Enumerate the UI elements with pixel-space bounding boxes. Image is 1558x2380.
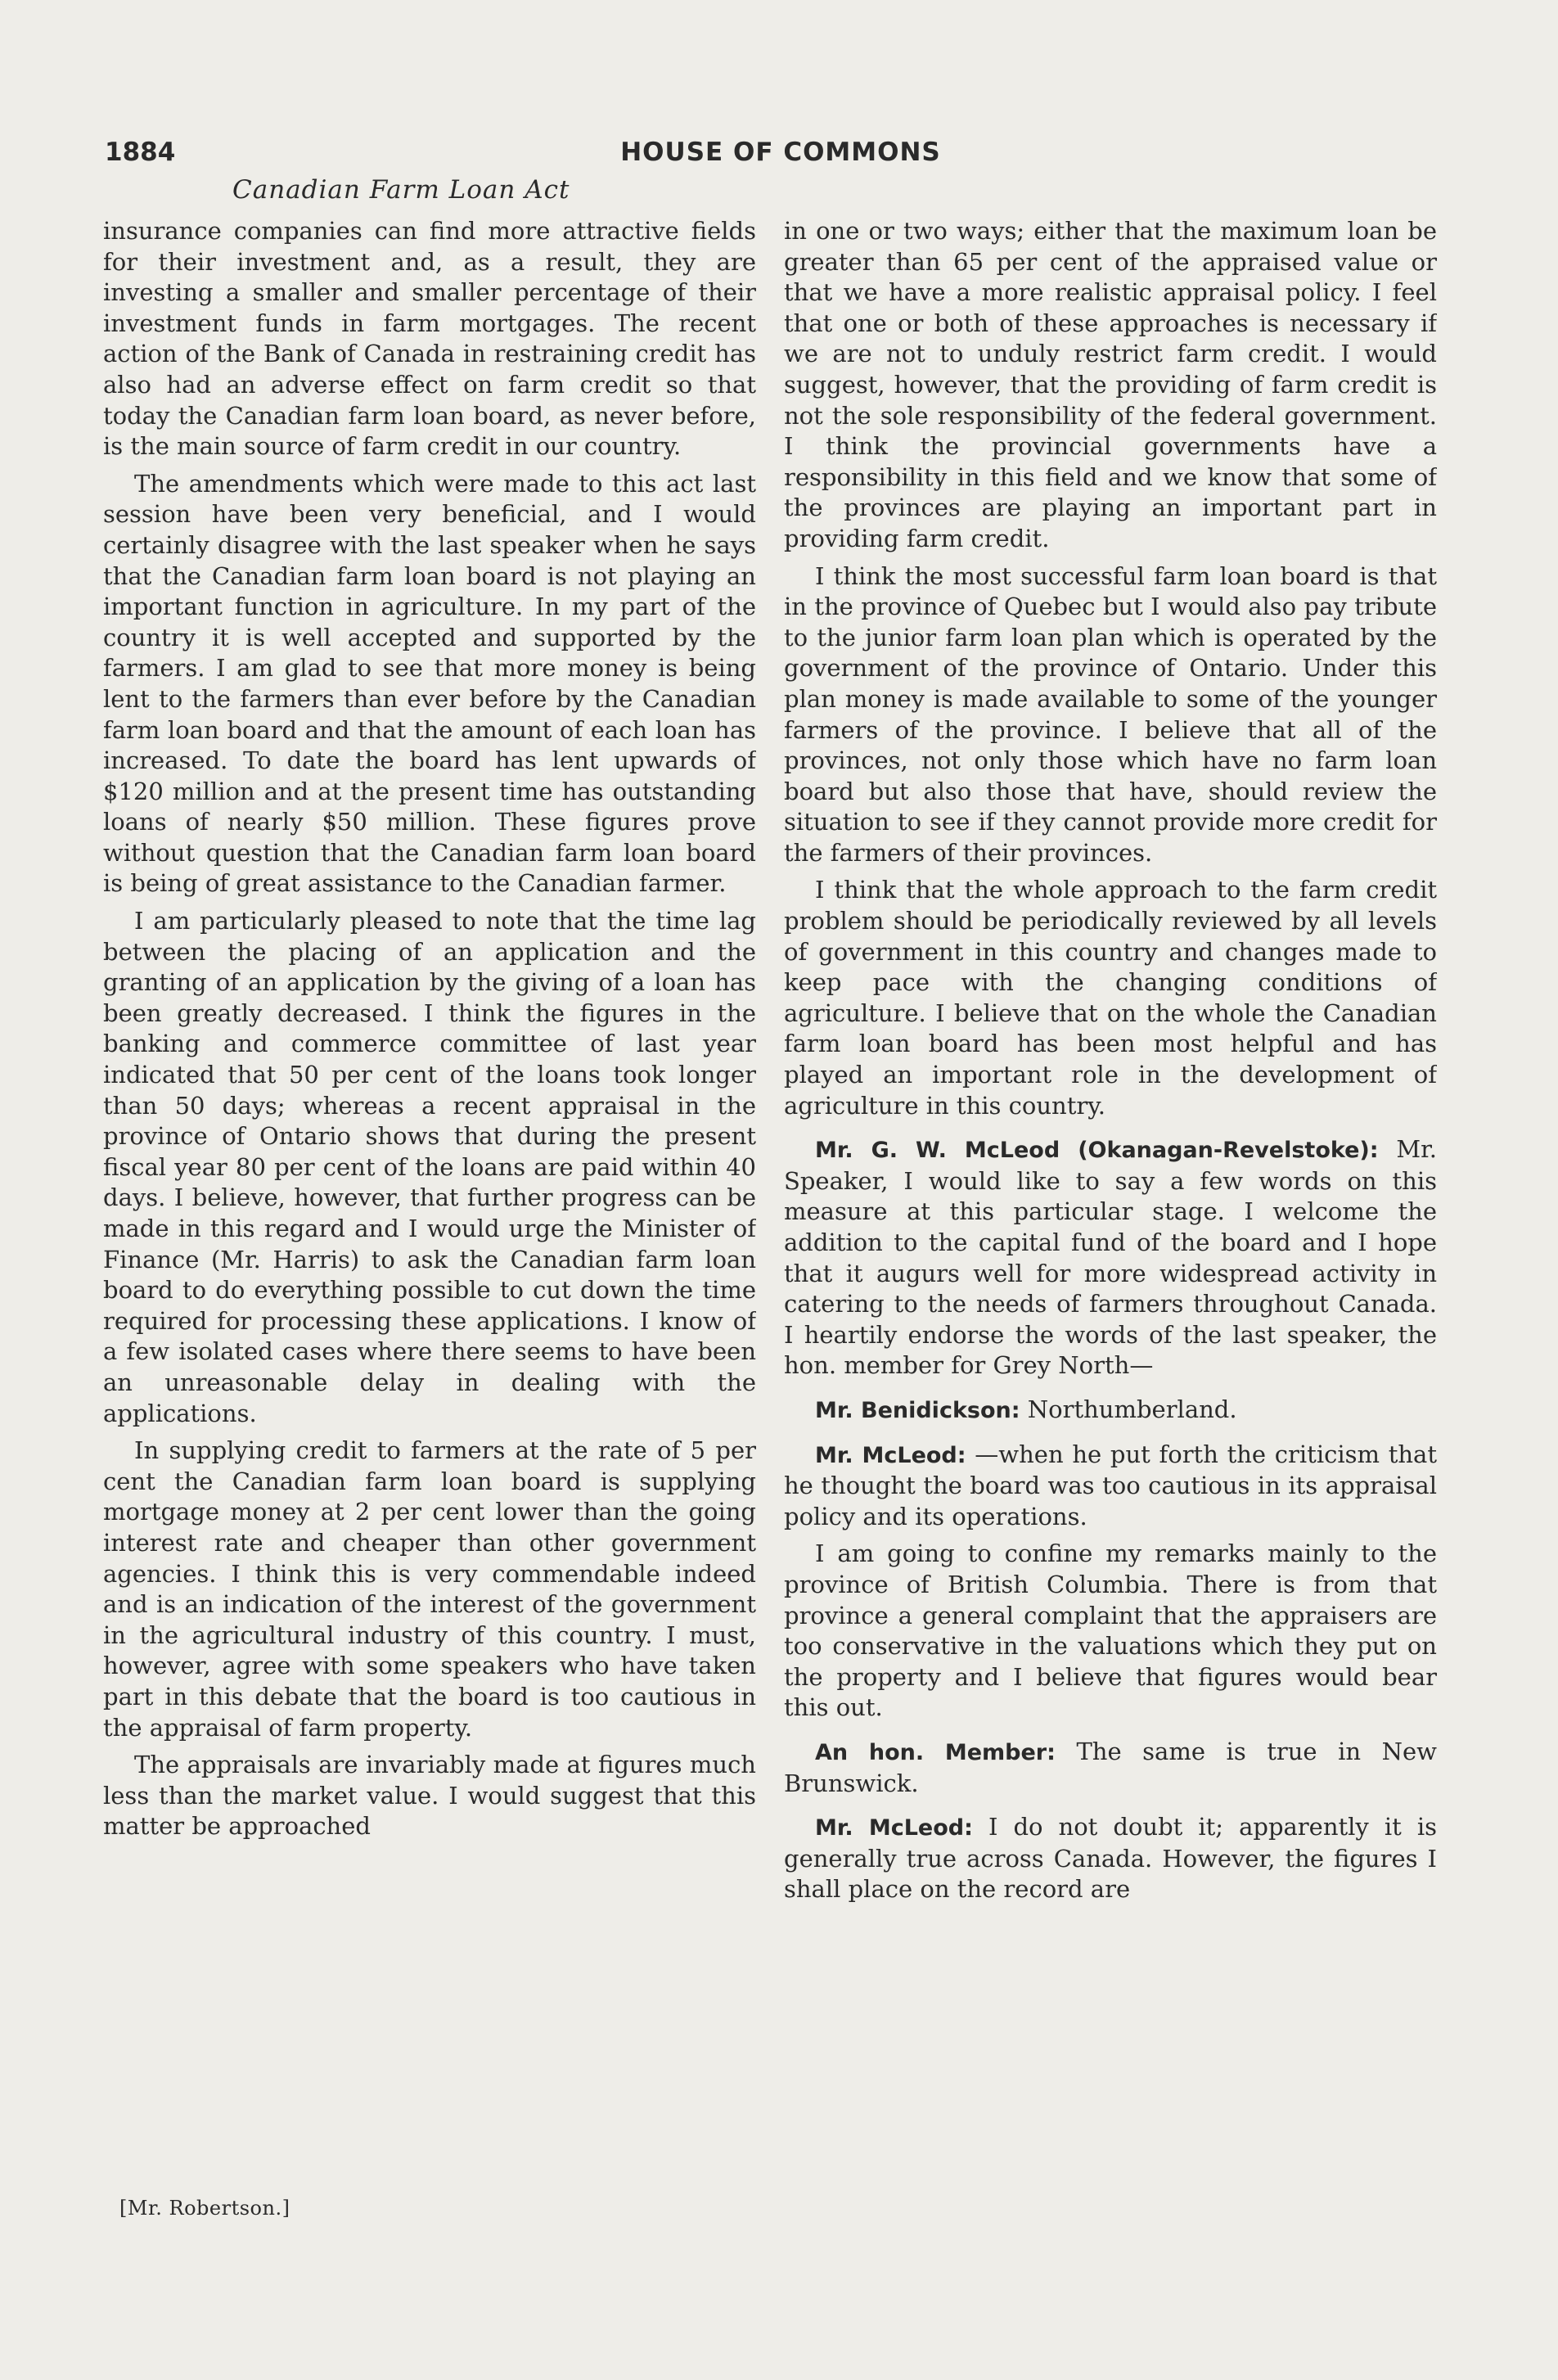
speech — [784, 1440, 1437, 1533]
paragraph: In supplying credit to farmers at the rate of 5 per cent the Canadian farm loan board is supplying mortgage money at 2 per cent lower than the going interest rate and cheaper than other government agencies. I think this is very commendable indeed and is an indication of the interest of the government in the agricultural industry of this country. I must, however, agree with some speakers who have taken part in this debate that the board is too cautious in the appraisal of farm property. — [103, 1436, 756, 1742]
speech — [784, 1395, 1437, 1427]
speech — [784, 1812, 1437, 1905]
speaker-name: Mr. G. W. McLeod (Okanagan-Revelstoke): — [815, 1138, 1379, 1164]
running-head: HOUSE OF COMMONS — [620, 137, 941, 167]
speech — [784, 1737, 1437, 1799]
paragraph: The appraisals are invariably made at figures much less than the market value. I would suggest that this matter be approached — [103, 1751, 756, 1841]
speech-text: Mr. Speaker, I would like to say a few words on this measure at this particular stage. I welcome the addition to the capital fund of the board and I hope that it augurs well for more widespread activity in catering to the needs of farmers throughout Canada. I heartily endorse the words of the last speaker, the hon. member for Grey North— — [784, 1135, 1437, 1380]
paragraph: The amendments which were made to this act last session have been very beneficial, and I would certainly disagree with the last speaker when he says that the Canadian farm loan board is not playing an important function in agriculture. In my part of the country it is well accepted and supported by the farmers. I am glad to see that more money is being lent to the farmers than ever before by the Canadian farm loan board and that the amount of each loan has increased. To date the board has lent upwards of $120 million and at the present time has outstanding loans of nearly $50 million. These figures prove without question that the Canadian farm loan board is being of great assistance to the Canadian farmer. — [103, 469, 756, 898]
speaker-attribution: [Mr. Robertson.] — [119, 2197, 290, 2220]
page-number: 1884 — [105, 137, 176, 167]
speech-text: —when he put forth the criticism that he thought the board was too cautious in its appraisal policy and its operations. — [784, 1440, 1437, 1530]
page-header — [105, 137, 1457, 178]
paragraph: in one or two ways; either that the maximum loan be greater than 65 per cent of the appraised value or that we have a more realistic appraisal policy. I feel that one or both of these approaches is necessary if we are not to unduly restrict farm credit. I would suggest, however, that the providing of farm credit is not the sole responsibility of the federal government. I think the provincial governments have a responsibility in this field and we know that some of the provinces are playing an important part in providing farm credit. — [784, 217, 1437, 552]
speech-text: Northumberland. — [1027, 1395, 1237, 1423]
speaker-name: Mr. McLeod: — [815, 1815, 973, 1841]
speech-text: I do not doubt it; apparently it is generally true across Canada. However, the figures I shall place on the record are — [784, 1813, 1437, 1904]
paragraph: I think that the whole approach to the farm credit problem should be periodically reviewed by all levels of government in this country and changes made to keep pace with the changing conditions of agriculture. I believe that on the whole the Canadian farm loan board has been most helpful and has played an important role in the development of agriculture in this country. — [784, 876, 1437, 1120]
speaker-name: Mr. McLeod: — [815, 1442, 966, 1468]
speech — [784, 1134, 1437, 1382]
paragraph: I am particularly pleased to note that the time lag between the placing of an application and the granting of an application by the giving of a loan has been greatly decreased. I think the figures in the banking and commerce committee of last year indicated that 50 per cent of the loans took longer than 50 days; whereas a recent appraisal in the province of Ontario shows that during the present fiscal year 80 per cent of the loans are paid within 40 days. I believe, however, that further progress can be made in this regard and I would urge the Minister of Finance (Mr. Harris) to ask the Canadian farm loan board to do everything possible to cut down the time required for processing these applications. I know of a few isolated cases where there seems to have been an unreasonable delay in dealing with the applications. — [103, 907, 756, 1427]
speaker-name: Mr. Benidickson: — [815, 1397, 1020, 1423]
paragraph: I think the most successful farm loan board is that in the province of Quebec but I would also pay tribute to the junior farm loan plan which is operated by the government of the province of Ontario. Under this plan money is made available to some of the younger farmers of the province. I believe that all of the provinces, not only those which have no farm loan board but also those that have, should review the situation to see if they cannot provide more credit for the farmers of their provinces. — [784, 561, 1437, 867]
paragraph: insurance companies can find more attractive fields for their investment and, as a result, they are investing a smaller and smaller percentage of their investment funds in farm mortgages. The recent action of the Bank of Canada in restraining credit has also had an adverse effect on farm credit so that today the Canadian farm loan board, as never before, is the main source of farm credit in our country. — [103, 217, 756, 461]
paragraph: I am going to confine my remarks mainly to the province of British Columbia. There is from that province a general complaint that the appraisers are too conservative in the valuations which they put on the property and I believe that figures would bear this out. — [784, 1539, 1437, 1722]
left-column — [103, 216, 756, 2221]
speech-text: The same is true in New Brunswick. — [784, 1737, 1437, 1797]
speaker-name: An hon. Member: — [815, 1739, 1056, 1765]
section-title: Canadian Farm Loan Act — [232, 175, 570, 205]
right-column — [784, 216, 1437, 2221]
